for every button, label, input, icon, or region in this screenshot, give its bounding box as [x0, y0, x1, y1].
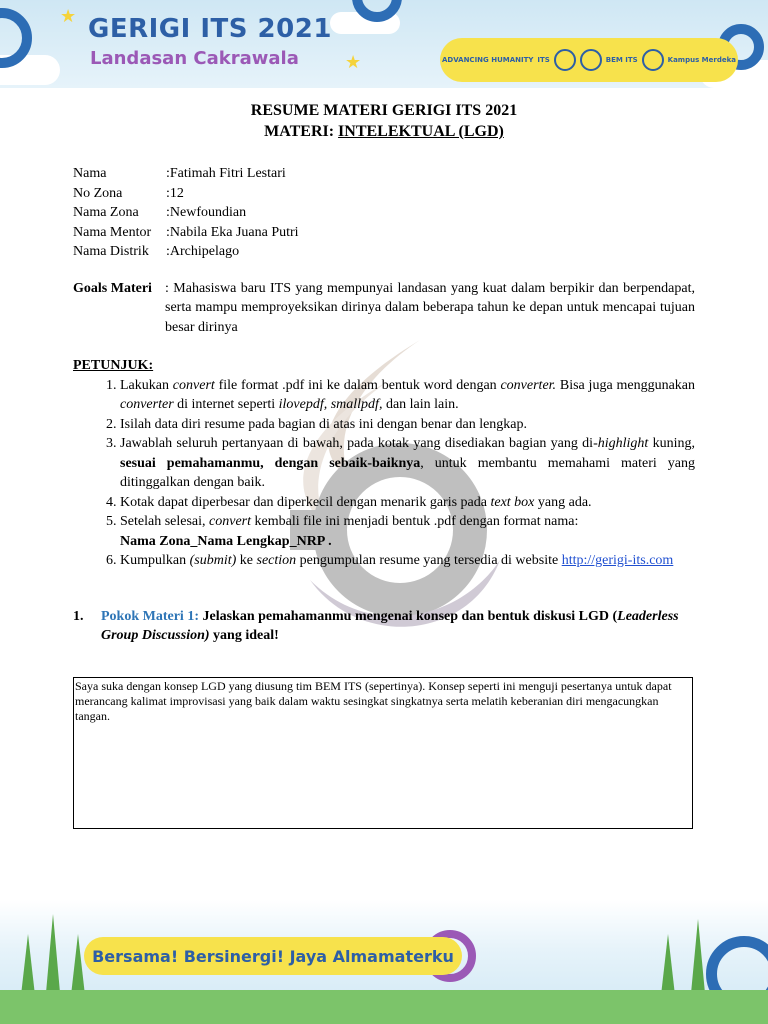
- text: Setelah selesai,: [120, 514, 210, 529]
- logo-icon: [554, 49, 576, 71]
- instruction-item: [120, 493, 695, 513]
- logo-bem-its: BEM ITS: [605, 56, 638, 64]
- title-prefix: MATERI:: [264, 123, 339, 140]
- question-label: Pokok Materi 1:: [101, 608, 199, 624]
- logo-its: ITS: [537, 56, 550, 64]
- info-label: Nama: [73, 166, 107, 181]
- slogan-banner: Bersama! Bersinergi! Jaya Almamaterku: [84, 937, 462, 975]
- event-title: GERIGI ITS 2021: [88, 14, 332, 44]
- text: ilovepdf, smallpdf,: [278, 397, 383, 412]
- info-label: No Zona: [73, 185, 123, 201]
- info-row: [73, 184, 695, 204]
- text: yang ada.: [534, 494, 592, 510]
- info-row: [73, 203, 695, 223]
- info-value: :Newfoundian: [166, 205, 247, 220]
- file-name-format: Nama Zona_Nama Lengkap_NRP .: [120, 533, 332, 549]
- text: kembali file ini menjadi bentuk .pdf dengan format nama:: [251, 514, 579, 529]
- text: Kumpulkan: [120, 553, 190, 568]
- text: , untuk membantu memahami materi yang ditinggalkan dengan baik.: [120, 455, 695, 490]
- document-body: [73, 100, 695, 646]
- logo-advancing-humanity: ADVANCING HUMANITY: [441, 56, 534, 64]
- text: file format .pdf ini ke dalam bentuk word dengan: [214, 377, 501, 393]
- event-subtitle: Landasan Cakrawala: [90, 48, 299, 69]
- star-icon: ★: [345, 52, 362, 73]
- text: convert: [172, 377, 215, 393]
- question-text: [101, 607, 695, 646]
- text: dan lain lain.: [382, 397, 459, 412]
- logo-icon: [642, 49, 664, 71]
- question-number: 1.: [73, 608, 84, 624]
- text: converter: [120, 397, 174, 412]
- text: highlight: [597, 436, 649, 451]
- instruction-item: [120, 434, 695, 493]
- star-icon: ★: [60, 6, 77, 27]
- partner-logo-bar: [440, 38, 738, 82]
- goals-text: : Mahasiswa baru ITS yang mempunyai landasan yang kuat dalam berpikir dan berpendapat, serta mampu memproyeksikan dirinya dalam beberapa tahun ke depan untuk mencapai tujuan besar dirinya: [165, 280, 695, 335]
- answer-text-box[interactable]: Saya suka dengan konsep LGD yang diusung tim BEM ITS (sepertinya). Konsep seperti ini menguji pesertanya untuk dapat merancang kalimat improvisasi yang baik dalam waktu sesingkat singkatnya serta melatih keberanian diri mengacungkan tangan.: [73, 677, 693, 829]
- website-link[interactable]: http://gerigi-its.com: [561, 553, 674, 568]
- title-topic: INTELEKTUAL (LGD): [338, 123, 504, 140]
- info-row: [73, 223, 695, 243]
- goals-label: Goals Materi: [73, 280, 152, 296]
- text: Jawablah seluruh pertanyaan di bawah, pada kotak yang disediakan bagian yang di-: [120, 436, 598, 451]
- question-1: [73, 607, 695, 646]
- instruction-item: [120, 512, 695, 551]
- text: Kotak dapat diperbesar dan diperkecil dengan menarik garis pada: [120, 494, 491, 510]
- text: yang ideal!: [209, 628, 279, 643]
- info-value: :Archipelago: [166, 244, 240, 259]
- logo-icon: [580, 49, 602, 71]
- title-line-2: [73, 121, 695, 142]
- instructions-list: [73, 376, 695, 571]
- logo-kampus-merdeka: Kampus Merdeka: [667, 56, 736, 64]
- text: section: [256, 553, 297, 568]
- header-banner: [0, 0, 768, 88]
- text: convert: [209, 514, 252, 529]
- document-title: [73, 100, 695, 142]
- info-value: :12: [166, 185, 184, 201]
- instruction-item: [120, 551, 695, 571]
- text: text box: [490, 494, 535, 510]
- ground-decoration: [0, 990, 768, 1024]
- info-row: [73, 242, 695, 262]
- text: ke: [236, 553, 257, 568]
- instruction-item: 2. Isilah data diri resume pada bagian di atas ini dengan benar dan lengkap.: [120, 415, 695, 435]
- info-label: Nama Distrik: [73, 244, 149, 259]
- info-label: Nama Mentor: [73, 224, 152, 240]
- text: sesuai pemahamanmu, dengan sebaik-baiknya: [120, 455, 421, 471]
- text: Jelaskan pemahamanmu mengenai konsep dan bentuk diskusi LGD (: [198, 608, 618, 624]
- text: Bisa juga menggunakan: [556, 377, 696, 393]
- instructions-heading: PETUNJUK:: [73, 358, 154, 373]
- text: (submit): [189, 553, 237, 568]
- text: di internet seperti: [173, 397, 279, 412]
- text: Lakukan: [120, 377, 173, 393]
- goals-section: [73, 279, 695, 338]
- info-value: :Nabila Eka Juana Putri: [166, 224, 299, 240]
- info-value: :Fatimah Fitri Lestari: [166, 166, 286, 181]
- participant-info: [73, 164, 695, 262]
- text: pengumpulan resume yang tersedia di website: [296, 553, 562, 568]
- text: Leaderless Group Discussion): [101, 608, 679, 643]
- info-label: Nama Zona: [73, 205, 139, 220]
- title-line-1: RESUME MATERI GERIGI ITS 2021: [250, 102, 518, 119]
- instruction-item: [120, 376, 695, 415]
- text: kuning,: [648, 436, 695, 451]
- text: converter.: [500, 377, 557, 393]
- info-row: [73, 164, 695, 184]
